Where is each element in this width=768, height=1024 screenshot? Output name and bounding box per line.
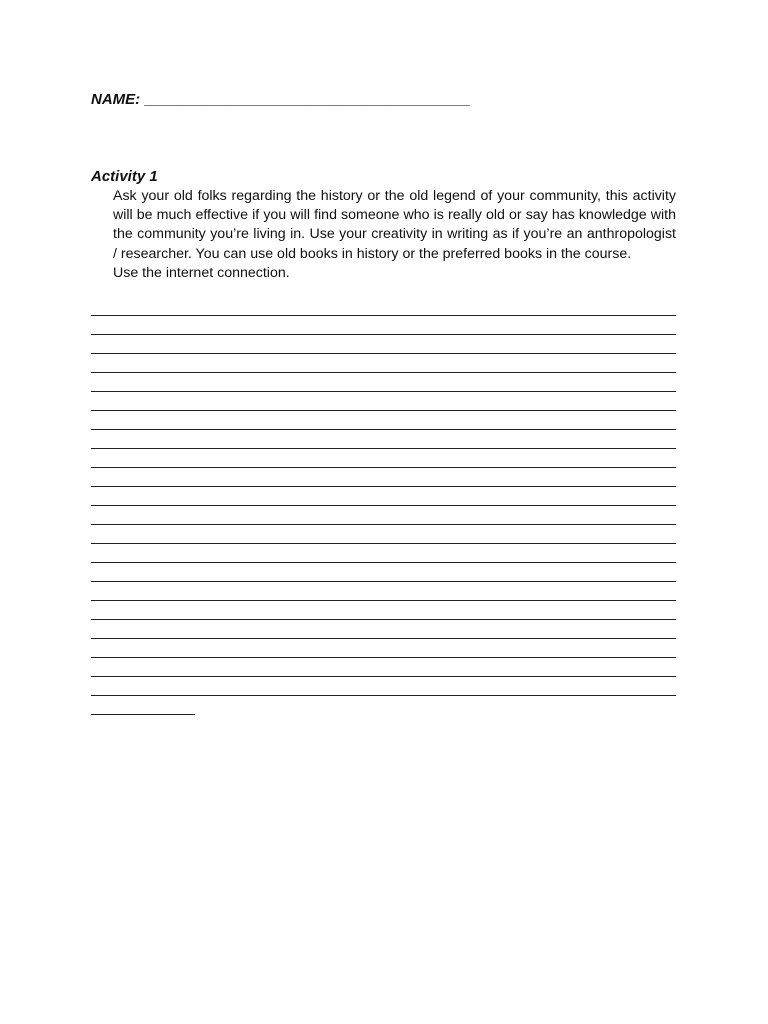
answer-line[interactable] [91, 619, 676, 620]
answer-line[interactable] [91, 391, 676, 392]
answer-lines[interactable] [91, 0, 676, 1024]
answer-line[interactable] [91, 410, 676, 411]
answer-line[interactable] [91, 353, 676, 354]
answer-line[interactable] [91, 334, 676, 335]
name-label: NAME: [91, 91, 141, 108]
answer-line[interactable] [91, 562, 676, 563]
answer-line[interactable] [91, 486, 676, 487]
answer-line[interactable] [91, 543, 676, 544]
instructions-last-line: Use the internet connection. [113, 264, 290, 281]
answer-line[interactable] [91, 524, 676, 525]
answer-line[interactable] [91, 505, 676, 506]
answer-line[interactable] [91, 695, 676, 696]
answer-line[interactable] [91, 600, 676, 601]
answer-line[interactable] [91, 581, 676, 582]
answer-line[interactable] [91, 467, 676, 468]
activity-title: Activity 1 [91, 168, 158, 185]
instructions-paragraph: Ask your old folks regarding the history or the old legend of your community, this activity will be much effective if you will find someone who is really old or say has knowledge with the community you’re living in. Use your creativity in writing as if you’re an anthropologist / researcher. You can use old books in history or the preferred books in the course. [113, 188, 676, 262]
answer-line-final[interactable] [91, 714, 195, 715]
name-blank[interactable]: _______________________________________ [144, 91, 470, 108]
answer-line[interactable] [91, 676, 676, 677]
answer-line[interactable] [91, 657, 676, 658]
answer-line[interactable] [91, 429, 676, 430]
answer-line[interactable] [91, 315, 676, 316]
answer-line[interactable] [91, 638, 676, 639]
answer-line[interactable] [91, 448, 676, 449]
answer-line[interactable] [91, 372, 676, 373]
